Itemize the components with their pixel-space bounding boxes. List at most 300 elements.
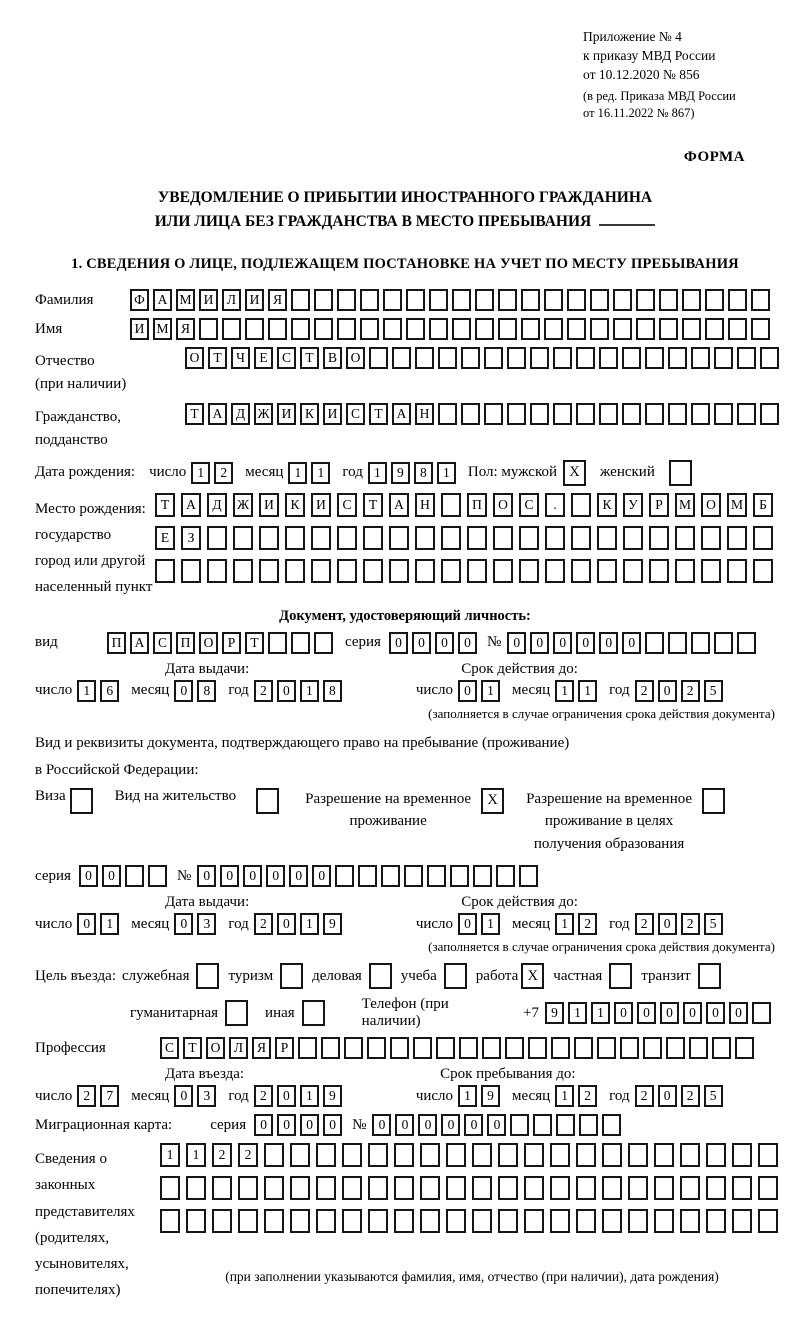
char-cell[interactable]: С bbox=[519, 493, 539, 517]
char-cell[interactable]: 0 bbox=[220, 865, 239, 887]
char-cell[interactable]: 0 bbox=[660, 1002, 679, 1024]
char-cell[interactable] bbox=[441, 559, 461, 583]
char-cell[interactable]: О bbox=[701, 493, 721, 517]
char-cell[interactable] bbox=[268, 318, 287, 340]
char-cell[interactable]: И bbox=[259, 493, 279, 517]
char-cell[interactable] bbox=[484, 403, 503, 425]
char-cell[interactable] bbox=[727, 526, 747, 550]
char-cell[interactable] bbox=[264, 1176, 284, 1200]
char-cell[interactable]: И bbox=[311, 493, 331, 517]
char-cell[interactable]: 2 bbox=[578, 913, 597, 935]
char-cell[interactable] bbox=[668, 403, 687, 425]
char-cell[interactable] bbox=[654, 1209, 674, 1233]
char-cell[interactable]: М bbox=[153, 318, 172, 340]
char-cell[interactable] bbox=[427, 865, 446, 887]
char-cell[interactable] bbox=[636, 318, 655, 340]
char-cell[interactable] bbox=[524, 1143, 544, 1167]
char-cell[interactable]: 1 bbox=[160, 1143, 180, 1167]
char-cell[interactable]: 2 bbox=[77, 1085, 96, 1107]
char-cell[interactable] bbox=[751, 289, 770, 311]
char-cell[interactable] bbox=[493, 526, 513, 550]
char-cell[interactable]: 8 bbox=[323, 680, 342, 702]
char-cell[interactable] bbox=[316, 1176, 336, 1200]
char-cell[interactable] bbox=[285, 526, 305, 550]
char-cell[interactable] bbox=[737, 403, 756, 425]
char-cell[interactable]: 2 bbox=[254, 680, 273, 702]
char-cell[interactable] bbox=[636, 289, 655, 311]
char-cell[interactable]: 0 bbox=[197, 865, 216, 887]
char-cell[interactable] bbox=[714, 347, 733, 369]
char-cell[interactable] bbox=[337, 318, 356, 340]
char-cell[interactable] bbox=[728, 289, 747, 311]
char-cell[interactable] bbox=[602, 1143, 622, 1167]
char-cell[interactable] bbox=[675, 559, 695, 583]
char-cell[interactable] bbox=[245, 318, 264, 340]
char-cell[interactable]: 8 bbox=[414, 462, 433, 484]
char-cell[interactable]: 0 bbox=[277, 680, 296, 702]
char-cell[interactable]: 0 bbox=[464, 1114, 483, 1136]
sex-female-checkbox[interactable] bbox=[669, 460, 692, 486]
char-cell[interactable]: Т bbox=[183, 1037, 202, 1059]
char-cell[interactable] bbox=[510, 1114, 529, 1136]
char-cell[interactable] bbox=[706, 1176, 726, 1200]
char-cell[interactable] bbox=[264, 1209, 284, 1233]
char-cell[interactable] bbox=[181, 559, 201, 583]
char-cell[interactable]: 0 bbox=[441, 1114, 460, 1136]
char-cell[interactable] bbox=[420, 1143, 440, 1167]
char-cell[interactable]: И bbox=[245, 289, 264, 311]
char-cell[interactable]: А bbox=[130, 632, 149, 654]
char-cell[interactable] bbox=[389, 559, 409, 583]
char-cell[interactable] bbox=[452, 318, 471, 340]
char-cell[interactable] bbox=[654, 1176, 674, 1200]
char-cell[interactable]: 0 bbox=[77, 913, 96, 935]
char-cell[interactable]: О bbox=[185, 347, 204, 369]
char-cell[interactable] bbox=[420, 1176, 440, 1200]
char-cell[interactable] bbox=[613, 289, 632, 311]
char-cell[interactable]: Т bbox=[363, 493, 383, 517]
char-cell[interactable] bbox=[758, 1209, 778, 1233]
char-cell[interactable] bbox=[705, 318, 724, 340]
char-cell[interactable] bbox=[758, 1176, 778, 1200]
char-cell[interactable] bbox=[682, 318, 701, 340]
char-cell[interactable]: 0 bbox=[706, 1002, 725, 1024]
char-cell[interactable] bbox=[668, 632, 687, 654]
char-cell[interactable]: 2 bbox=[635, 913, 654, 935]
char-cell[interactable] bbox=[545, 559, 565, 583]
char-cell[interactable] bbox=[498, 1209, 518, 1233]
char-cell[interactable] bbox=[467, 559, 487, 583]
char-cell[interactable] bbox=[597, 559, 617, 583]
char-cell[interactable] bbox=[550, 1209, 570, 1233]
char-cell[interactable] bbox=[597, 526, 617, 550]
char-cell[interactable] bbox=[394, 1143, 414, 1167]
char-cell[interactable] bbox=[342, 1209, 362, 1233]
char-cell[interactable]: З bbox=[181, 526, 201, 550]
char-cell[interactable] bbox=[602, 1209, 622, 1233]
char-cell[interactable] bbox=[429, 289, 448, 311]
char-cell[interactable] bbox=[394, 1176, 414, 1200]
char-cell[interactable] bbox=[314, 632, 333, 654]
char-cell[interactable]: 5 bbox=[704, 913, 723, 935]
char-cell[interactable] bbox=[233, 559, 253, 583]
study-checkbox[interactable] bbox=[444, 963, 467, 989]
char-cell[interactable] bbox=[643, 1037, 662, 1059]
char-cell[interactable] bbox=[706, 1143, 726, 1167]
char-cell[interactable] bbox=[369, 347, 388, 369]
char-cell[interactable]: 1 bbox=[555, 680, 574, 702]
char-cell[interactable]: К bbox=[285, 493, 305, 517]
char-cell[interactable] bbox=[550, 1143, 570, 1167]
char-cell[interactable] bbox=[473, 865, 492, 887]
char-cell[interactable] bbox=[363, 559, 383, 583]
char-cell[interactable]: Е bbox=[254, 347, 273, 369]
char-cell[interactable] bbox=[285, 559, 305, 583]
char-cell[interactable] bbox=[576, 403, 595, 425]
char-cell[interactable] bbox=[521, 318, 540, 340]
char-cell[interactable] bbox=[668, 347, 687, 369]
char-cell[interactable] bbox=[649, 559, 669, 583]
char-cell[interactable]: 1 bbox=[300, 913, 319, 935]
char-cell[interactable]: 2 bbox=[254, 913, 273, 935]
char-cell[interactable] bbox=[735, 1037, 754, 1059]
char-cell[interactable] bbox=[714, 403, 733, 425]
char-cell[interactable] bbox=[691, 347, 710, 369]
char-cell[interactable] bbox=[675, 526, 695, 550]
char-cell[interactable] bbox=[337, 559, 357, 583]
char-cell[interactable] bbox=[212, 1176, 232, 1200]
char-cell[interactable]: Д bbox=[207, 493, 227, 517]
char-cell[interactable] bbox=[579, 1114, 598, 1136]
char-cell[interactable] bbox=[659, 289, 678, 311]
char-cell[interactable]: 0 bbox=[507, 632, 526, 654]
char-cell[interactable] bbox=[556, 1114, 575, 1136]
temp-residence-education-checkbox[interactable] bbox=[702, 788, 725, 814]
char-cell[interactable]: 0 bbox=[412, 632, 431, 654]
char-cell[interactable] bbox=[576, 1143, 596, 1167]
char-cell[interactable]: Л bbox=[222, 289, 241, 311]
char-cell[interactable] bbox=[622, 403, 641, 425]
char-cell[interactable] bbox=[438, 403, 457, 425]
char-cell[interactable]: 2 bbox=[578, 1085, 597, 1107]
char-cell[interactable]: 0 bbox=[277, 913, 296, 935]
char-cell[interactable]: П bbox=[176, 632, 195, 654]
char-cell[interactable] bbox=[342, 1176, 362, 1200]
char-cell[interactable]: 0 bbox=[729, 1002, 748, 1024]
char-cell[interactable] bbox=[259, 559, 279, 583]
char-cell[interactable]: 3 bbox=[197, 1085, 216, 1107]
char-cell[interactable] bbox=[472, 1176, 492, 1200]
char-cell[interactable] bbox=[519, 865, 538, 887]
char-cell[interactable] bbox=[645, 347, 664, 369]
char-cell[interactable]: 1 bbox=[578, 680, 597, 702]
char-cell[interactable] bbox=[498, 1176, 518, 1200]
char-cell[interactable] bbox=[222, 318, 241, 340]
char-cell[interactable] bbox=[602, 1114, 621, 1136]
char-cell[interactable]: 0 bbox=[174, 913, 193, 935]
char-cell[interactable] bbox=[314, 289, 333, 311]
char-cell[interactable] bbox=[438, 347, 457, 369]
char-cell[interactable] bbox=[528, 1037, 547, 1059]
char-cell[interactable] bbox=[406, 318, 425, 340]
char-cell[interactable] bbox=[533, 1114, 552, 1136]
char-cell[interactable]: Т bbox=[369, 403, 388, 425]
char-cell[interactable] bbox=[461, 403, 480, 425]
char-cell[interactable] bbox=[519, 559, 539, 583]
char-cell[interactable] bbox=[475, 289, 494, 311]
char-cell[interactable]: 0 bbox=[389, 632, 408, 654]
char-cell[interactable] bbox=[691, 403, 710, 425]
char-cell[interactable] bbox=[751, 318, 770, 340]
char-cell[interactable]: 0 bbox=[79, 865, 98, 887]
char-cell[interactable] bbox=[148, 865, 167, 887]
char-cell[interactable] bbox=[199, 318, 218, 340]
char-cell[interactable]: Б bbox=[753, 493, 773, 517]
char-cell[interactable]: К bbox=[300, 403, 319, 425]
char-cell[interactable]: 6 bbox=[100, 680, 119, 702]
char-cell[interactable] bbox=[519, 526, 539, 550]
char-cell[interactable]: 1 bbox=[437, 462, 456, 484]
char-cell[interactable]: И bbox=[199, 289, 218, 311]
char-cell[interactable]: 0 bbox=[658, 913, 677, 935]
char-cell[interactable]: 1 bbox=[555, 913, 574, 935]
char-cell[interactable] bbox=[316, 1209, 336, 1233]
char-cell[interactable]: 2 bbox=[681, 913, 700, 935]
char-cell[interactable] bbox=[441, 526, 461, 550]
char-cell[interactable] bbox=[420, 1209, 440, 1233]
char-cell[interactable]: 1 bbox=[311, 462, 330, 484]
char-cell[interactable]: Р bbox=[275, 1037, 294, 1059]
char-cell[interactable] bbox=[701, 526, 721, 550]
char-cell[interactable] bbox=[737, 632, 756, 654]
char-cell[interactable] bbox=[493, 559, 513, 583]
char-cell[interactable]: П bbox=[467, 493, 487, 517]
char-cell[interactable]: 1 bbox=[300, 1085, 319, 1107]
work-checkbox[interactable]: X bbox=[521, 963, 544, 989]
char-cell[interactable] bbox=[623, 559, 643, 583]
char-cell[interactable] bbox=[321, 1037, 340, 1059]
char-cell[interactable]: 0 bbox=[174, 680, 193, 702]
transit-checkbox[interactable] bbox=[698, 963, 721, 989]
char-cell[interactable]: 0 bbox=[418, 1114, 437, 1136]
char-cell[interactable]: 0 bbox=[323, 1114, 342, 1136]
char-cell[interactable]: Е bbox=[155, 526, 175, 550]
char-cell[interactable] bbox=[622, 347, 641, 369]
char-cell[interactable]: 2 bbox=[238, 1143, 258, 1167]
char-cell[interactable] bbox=[268, 632, 287, 654]
char-cell[interactable]: 2 bbox=[214, 462, 233, 484]
char-cell[interactable] bbox=[590, 318, 609, 340]
char-cell[interactable]: Я bbox=[268, 289, 287, 311]
char-cell[interactable] bbox=[628, 1143, 648, 1167]
char-cell[interactable] bbox=[737, 347, 756, 369]
char-cell[interactable]: 9 bbox=[323, 913, 342, 935]
char-cell[interactable] bbox=[602, 1176, 622, 1200]
char-cell[interactable] bbox=[654, 1143, 674, 1167]
char-cell[interactable]: Н bbox=[415, 493, 435, 517]
char-cell[interactable]: 9 bbox=[391, 462, 410, 484]
char-cell[interactable]: 2 bbox=[681, 680, 700, 702]
char-cell[interactable]: Л bbox=[229, 1037, 248, 1059]
char-cell[interactable]: 2 bbox=[212, 1143, 232, 1167]
char-cell[interactable] bbox=[390, 1037, 409, 1059]
char-cell[interactable] bbox=[628, 1176, 648, 1200]
char-cell[interactable] bbox=[360, 318, 379, 340]
char-cell[interactable] bbox=[597, 1037, 616, 1059]
char-cell[interactable]: 1 bbox=[568, 1002, 587, 1024]
char-cell[interactable]: 0 bbox=[553, 632, 572, 654]
char-cell[interactable] bbox=[446, 1143, 466, 1167]
char-cell[interactable] bbox=[368, 1176, 388, 1200]
char-cell[interactable]: А bbox=[392, 403, 411, 425]
char-cell[interactable] bbox=[406, 289, 425, 311]
char-cell[interactable]: 1 bbox=[100, 913, 119, 935]
char-cell[interactable] bbox=[576, 1176, 596, 1200]
char-cell[interactable] bbox=[291, 632, 310, 654]
char-cell[interactable]: И bbox=[323, 403, 342, 425]
char-cell[interactable] bbox=[705, 289, 724, 311]
char-cell[interactable] bbox=[496, 865, 515, 887]
char-cell[interactable]: П bbox=[107, 632, 126, 654]
char-cell[interactable] bbox=[436, 1037, 455, 1059]
char-cell[interactable] bbox=[524, 1209, 544, 1233]
char-cell[interactable] bbox=[441, 493, 461, 517]
char-cell[interactable] bbox=[207, 526, 227, 550]
char-cell[interactable] bbox=[446, 1176, 466, 1200]
char-cell[interactable]: 0 bbox=[254, 1114, 273, 1136]
char-cell[interactable]: 0 bbox=[277, 1114, 296, 1136]
char-cell[interactable] bbox=[666, 1037, 685, 1059]
char-cell[interactable] bbox=[680, 1176, 700, 1200]
char-cell[interactable]: Ж bbox=[233, 493, 253, 517]
char-cell[interactable] bbox=[383, 289, 402, 311]
char-cell[interactable] bbox=[429, 318, 448, 340]
char-cell[interactable] bbox=[576, 1209, 596, 1233]
char-cell[interactable]: 0 bbox=[637, 1002, 656, 1024]
char-cell[interactable] bbox=[753, 526, 773, 550]
char-cell[interactable]: У bbox=[623, 493, 643, 517]
visa-checkbox[interactable] bbox=[70, 788, 93, 814]
char-cell[interactable] bbox=[342, 1143, 362, 1167]
char-cell[interactable] bbox=[732, 1143, 752, 1167]
char-cell[interactable] bbox=[567, 289, 586, 311]
char-cell[interactable]: Ф bbox=[130, 289, 149, 311]
char-cell[interactable]: Т bbox=[300, 347, 319, 369]
char-cell[interactable]: С bbox=[337, 493, 357, 517]
char-cell[interactable] bbox=[381, 865, 400, 887]
char-cell[interactable] bbox=[553, 403, 572, 425]
char-cell[interactable] bbox=[649, 526, 669, 550]
char-cell[interactable] bbox=[760, 347, 779, 369]
private-checkbox[interactable] bbox=[609, 963, 632, 989]
char-cell[interactable] bbox=[659, 318, 678, 340]
char-cell[interactable]: 0 bbox=[614, 1002, 633, 1024]
char-cell[interactable] bbox=[186, 1176, 206, 1200]
char-cell[interactable] bbox=[450, 865, 469, 887]
char-cell[interactable] bbox=[264, 1143, 284, 1167]
char-cell[interactable]: Я bbox=[252, 1037, 271, 1059]
char-cell[interactable] bbox=[752, 1002, 771, 1024]
char-cell[interactable]: Д bbox=[231, 403, 250, 425]
char-cell[interactable]: Р bbox=[222, 632, 241, 654]
char-cell[interactable] bbox=[689, 1037, 708, 1059]
char-cell[interactable] bbox=[712, 1037, 731, 1059]
char-cell[interactable] bbox=[550, 1176, 570, 1200]
char-cell[interactable] bbox=[645, 632, 664, 654]
char-cell[interactable] bbox=[521, 289, 540, 311]
tourism-checkbox[interactable] bbox=[280, 963, 303, 989]
char-cell[interactable] bbox=[459, 1037, 478, 1059]
char-cell[interactable]: М bbox=[176, 289, 195, 311]
char-cell[interactable] bbox=[415, 559, 435, 583]
char-cell[interactable] bbox=[530, 403, 549, 425]
char-cell[interactable]: 1 bbox=[591, 1002, 610, 1024]
char-cell[interactable] bbox=[452, 289, 471, 311]
char-cell[interactable] bbox=[645, 403, 664, 425]
char-cell[interactable]: К bbox=[597, 493, 617, 517]
char-cell[interactable] bbox=[290, 1209, 310, 1233]
char-cell[interactable]: О bbox=[199, 632, 218, 654]
char-cell[interactable]: С bbox=[160, 1037, 179, 1059]
char-cell[interactable] bbox=[360, 289, 379, 311]
char-cell[interactable]: 3 bbox=[197, 913, 216, 935]
char-cell[interactable]: 0 bbox=[289, 865, 308, 887]
char-cell[interactable] bbox=[482, 1037, 501, 1059]
char-cell[interactable]: 1 bbox=[481, 913, 500, 935]
char-cell[interactable]: 2 bbox=[254, 1085, 273, 1107]
char-cell[interactable] bbox=[507, 403, 526, 425]
char-cell[interactable] bbox=[551, 1037, 570, 1059]
char-cell[interactable] bbox=[758, 1143, 778, 1167]
char-cell[interactable]: И bbox=[277, 403, 296, 425]
char-cell[interactable] bbox=[682, 289, 701, 311]
char-cell[interactable] bbox=[207, 559, 227, 583]
char-cell[interactable] bbox=[298, 1037, 317, 1059]
char-cell[interactable] bbox=[337, 526, 357, 550]
char-cell[interactable] bbox=[732, 1209, 752, 1233]
char-cell[interactable] bbox=[544, 289, 563, 311]
char-cell[interactable] bbox=[415, 347, 434, 369]
char-cell[interactable]: 0 bbox=[395, 1114, 414, 1136]
char-cell[interactable]: М bbox=[675, 493, 695, 517]
char-cell[interactable] bbox=[599, 403, 618, 425]
char-cell[interactable]: Т bbox=[208, 347, 227, 369]
char-cell[interactable] bbox=[238, 1209, 258, 1233]
char-cell[interactable] bbox=[467, 526, 487, 550]
char-cell[interactable]: С bbox=[346, 403, 365, 425]
char-cell[interactable]: 1 bbox=[300, 680, 319, 702]
char-cell[interactable] bbox=[498, 289, 517, 311]
char-cell[interactable] bbox=[567, 318, 586, 340]
char-cell[interactable]: Я bbox=[176, 318, 195, 340]
char-cell[interactable]: 0 bbox=[458, 680, 477, 702]
char-cell[interactable] bbox=[363, 526, 383, 550]
char-cell[interactable] bbox=[335, 865, 354, 887]
char-cell[interactable]: 0 bbox=[683, 1002, 702, 1024]
other-checkbox[interactable] bbox=[302, 1000, 325, 1026]
char-cell[interactable]: 0 bbox=[458, 632, 477, 654]
char-cell[interactable] bbox=[311, 559, 331, 583]
char-cell[interactable]: 0 bbox=[312, 865, 331, 887]
char-cell[interactable] bbox=[574, 1037, 593, 1059]
char-cell[interactable] bbox=[368, 1209, 388, 1233]
char-cell[interactable]: О bbox=[206, 1037, 225, 1059]
char-cell[interactable] bbox=[706, 1209, 726, 1233]
char-cell[interactable]: 1 bbox=[186, 1143, 206, 1167]
char-cell[interactable]: С bbox=[153, 632, 172, 654]
char-cell[interactable]: 1 bbox=[191, 462, 210, 484]
char-cell[interactable] bbox=[680, 1209, 700, 1233]
